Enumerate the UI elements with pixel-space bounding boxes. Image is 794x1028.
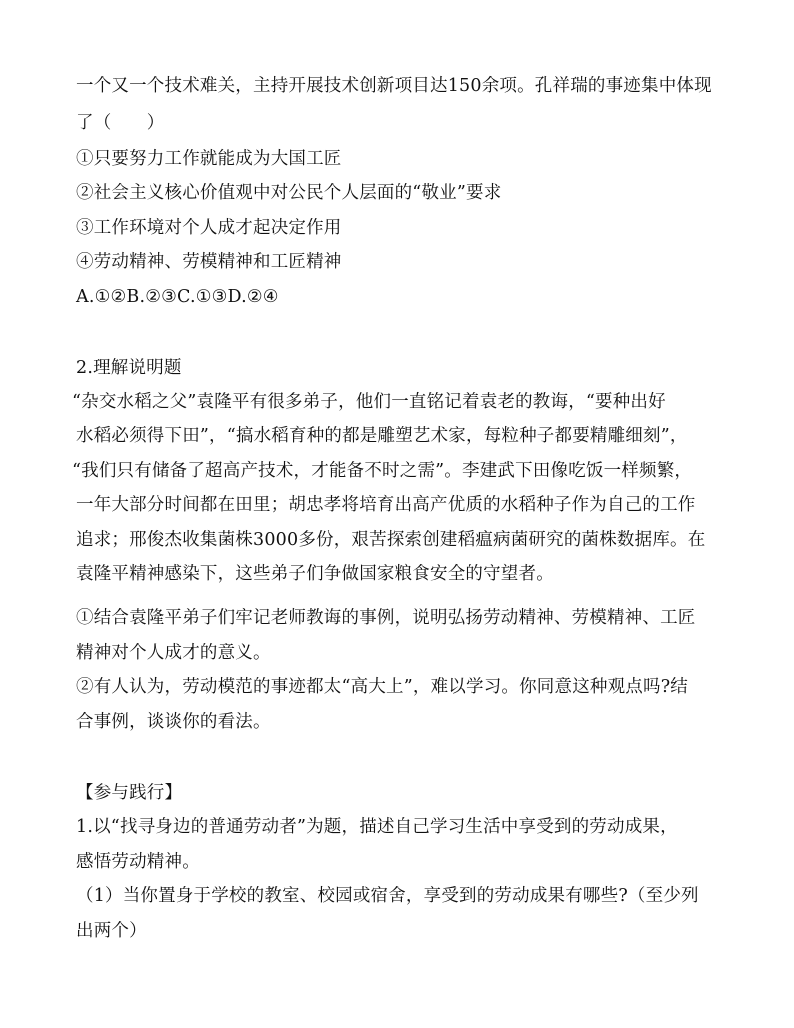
practice-item1-line1: 1.以“找寻身边的普通劳动者”为题，描述自己学习生活中享受到的劳动成果， [76,817,678,837]
question2-material-line5: 追求；邢俊杰收集菌株3000多份，艰苦探索创建稻瘟病菌研究的菌株数据库。在 [76,530,706,550]
question1-option-4: ④劳动精神、劳模精神和工匠精神 [76,252,342,272]
question2-sub2-line2: 合事例，谈谈你的看法。 [76,712,271,732]
question2-sub2-line1: ②有人认为，劳动模范的事迹都太“高大上”，难以学习。你同意这种观点吗?结 [76,677,688,697]
question1-option-2: ②社会主义核心价值观中对公民个人层面的“敬业”要求 [76,183,502,203]
question2-material-line2: 水稻必须得下田”，“搞水稻育种的都是雕塑艺术家，每粒种子都要精雕细刻”， [76,426,688,446]
question2-title: 2.理解说明题 [76,358,182,378]
question1-stem-line2: 了（ ） [76,113,165,133]
question2-material-line1: “杂交水稻之父”袁隆平有很多弟子，他们一直铭记着袁老的教诲，“要种出好 [72,392,666,412]
practice-heading: 【参与践行】 [76,783,183,803]
question2-material-line3: “我们只有储备了超高产技术，才能备不时之需”。李建武下田像吃饭一样频繁， [72,461,693,481]
question1-stem-line1: 一个又一个技术难关，主持开展技术创新项目达150余项。孔祥瑞的事迹集中体现 [76,76,712,96]
question2-sub1-line2: 精神对个人成才的意义。 [76,643,271,663]
practice-sub1-line2: 出两个） [76,921,147,941]
question1-option-3: ③工作环境对个人成才起决定作用 [76,218,342,238]
practice-item1-line2: 感悟劳动精神。 [76,852,200,872]
question2-sub1-line1: ①结合袁隆平弟子们牢记老师教诲的事例，说明弘扬劳动精神、劳模精神、工匠 [76,608,696,628]
question1-option-1: ①只要努力工作就能成为大国工匠 [76,149,342,169]
question2-material-line4: 一年大部分时间都在田里；胡忠孝将培育出高产优质的水稻种子作为自己的工作 [76,495,696,515]
question2-material-line6: 袁隆平精神感染下，这些弟子们争做国家粮食安全的守望者。 [76,564,554,584]
practice-sub1-line1: （1）当你置身于学校的教室、校园或宿舍，享受到的劳动成果有哪些?（至少列 [76,886,699,906]
question1-choices: A.①②B.②③C.①③D.②④ [76,287,279,307]
